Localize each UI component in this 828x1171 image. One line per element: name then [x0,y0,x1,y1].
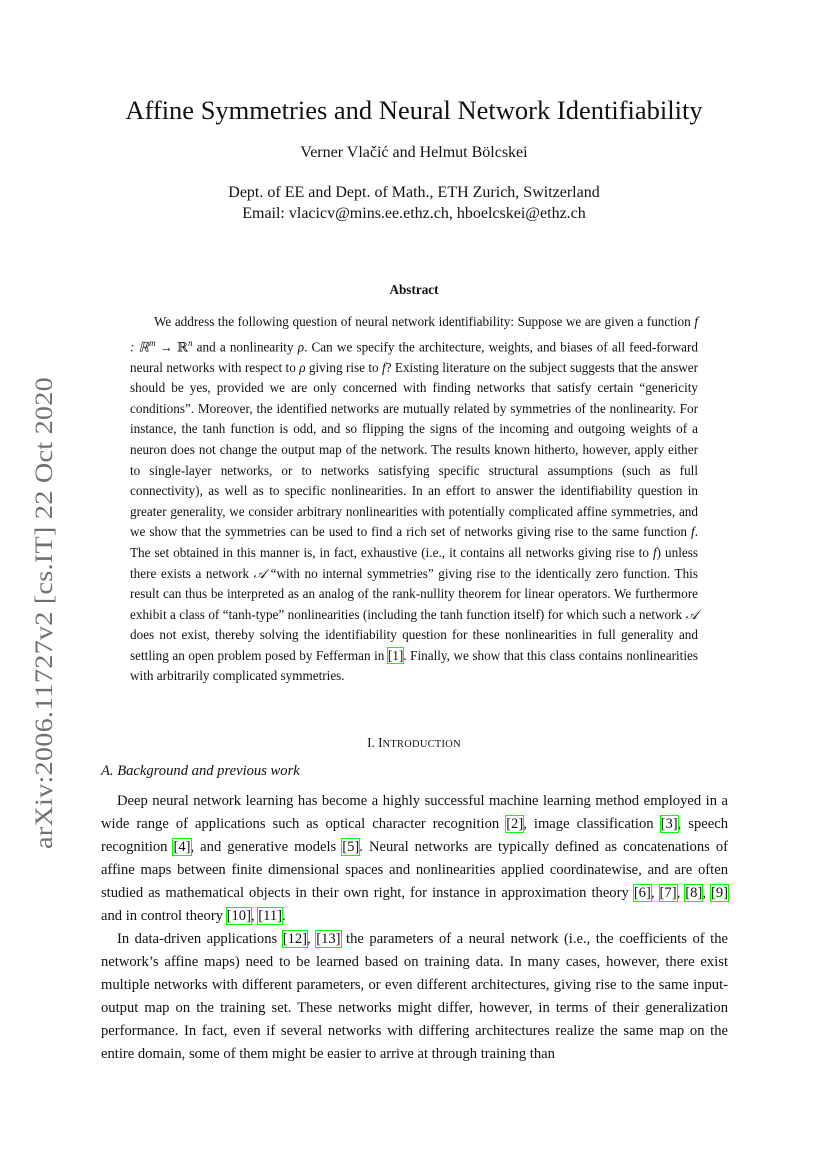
math-n: n [187,337,193,348]
math-f: f [652,544,657,560]
math-network-A: 𝒜 [253,565,267,581]
abstract-text: ) unless there exists a network [130,544,698,581]
math-rho: ρ [297,338,305,354]
citation-link[interactable]: [13] [316,931,341,947]
section-title-initial: I [378,735,383,750]
body-text: , [307,931,317,947]
citation-link[interactable]: [6] [633,885,651,902]
citation-link[interactable]: [11] [258,908,283,925]
body-text: , [676,885,686,902]
body-text: Deep neural network learning has become a highly successful machine learning method employed in a wide range of applications such as optical character recognition [101,793,728,833]
abstract-text: does not exist, thereby solving the identifiability question for these nonlinearities in full generality and settling an open problem posed by Fefferman in [130,627,698,663]
intro-paragraph [101,928,728,1067]
math-network-A: 𝒜 [685,606,699,622]
math-m: m [149,337,156,348]
citation-link[interactable]: [5] [342,839,360,856]
body-text: the parameters of a neural network (i.e., the coefficients of the network’s affine maps) need to be learned based on training data. In many cases, however, there exist multiple networks with different parameters, or even different architectures, giving rise to the same input-output map on the training set. These networks might differ, however, in terms of their generalization performance. In fact, even if several networks with differing architectures realize the same map on the entire domain, some of them might be easier to arrive at through training than [101,931,728,1063]
math-f: f [382,359,386,375]
body-text: , [650,885,660,902]
abstract-text: . The set obtained in this manner is, in fact, exhaustive (i.e., it contains all networks giving rise to [130,524,698,560]
math-f: f : ℝ [130,314,698,354]
citation-link[interactable]: [3] [660,816,678,833]
body-text: and in control theory [101,908,227,925]
abstract-text: -type” nonlinearities (including the [251,606,440,622]
body-text: . Neural networks are typically defined as concatenations of affine maps between finite dimensional spaces and nonlinearities applied coordinatewise, and are often studied as mathematical objects in their own right, for instance in approximation theory [101,839,728,902]
paper-title: Affine Symmetries and Neural Network Identifiability [125,95,703,125]
section-title-smallcaps: NTRODUCTION [382,739,461,750]
body-text: , [702,885,712,902]
abstract-text: giving rise to [305,359,383,375]
abstract-text: ? Existing literature on the subject suggests that the answer should be yes, provided we are only concerned with finding networks that satisfy certain “genericity conditions”. Moreover, the identified networks are mutually related by symmetries of the nonlinearity. For instance, the [130,359,698,437]
affiliation-block [60,182,768,224]
citation-link[interactable]: [9] [711,885,729,902]
math-arrow: → ℝ [155,338,188,354]
affiliation-line: Dept. of EE and Dept. of Math., ETH Zurich, Switzerland [228,184,600,201]
abstract-body [130,312,698,687]
abstract-heading: Abstract [389,282,439,297]
abstract-text: “with no internal symmetries” giving rise to the identically zero function. This result can thus be interpreted as an analog of the rank-nullity theorem for linear operators. We furthermore exhibit a class of “ [130,565,698,622]
math-rho: ρ [299,359,306,375]
body-text: , [250,908,259,925]
math-tanh: tanh [440,606,463,622]
body-text: . [282,908,286,925]
body-text: , and generative models [190,839,343,856]
author-list: Verner Vlačić and Helmut Bölcskei [300,144,528,161]
citation-link[interactable]: [12] [282,931,308,947]
arxiv-identifier-text: arXiv:2006.11727v2 [cs.IT] 22 Oct 2020 [29,423,58,849]
abstract-text: . Finally, we show that this class contains nonlinearities with arbitrarily complicated symmetries. [130,647,698,684]
body-text: , image classification [523,816,661,833]
abstract-text: function is odd, and so flipping the signs of the incoming and outgoing weights of a neuron does not change the output map of the network. The results known hitherto, however, apply either to single-layer networks, or to networks satisfying specific structural assumptions (such as full connectivity), as well as to specific nonlinearities. In an effort to answer the identifiability question in greater generality, we consider arbitrary nonlinearities with potentially complicated affine symmetries, and we show that the symmetries can be used to find a rich set of networks giving rise to the same function [130,421,699,540]
section-heading [60,735,768,751]
citation-link[interactable]: [1] [387,647,404,663]
abstract-text: We address the following question of neural network identifiability: Suppose we are given a function [154,314,695,329]
arxiv-identifier-stamp [22,377,62,849]
email-line: Email: vlacicv@mins.ee.ethz.ch, hboelcskei@ethz.ch [242,205,586,222]
abstract-text: function itself) for which such a network [462,606,686,622]
abstract-text: . Can we specify the architecture, weights, and biases of all feed-forward neural networks with respect to [130,338,698,375]
math-tanh: tanh [202,421,226,437]
section-numeral: I. [367,735,375,750]
math-f: f [691,524,695,540]
subsection-heading: A. Background and previous work [101,763,300,779]
citation-link[interactable]: [8] [685,885,703,902]
math-tanh: tanh [228,606,252,622]
citation-link[interactable]: [4] [173,839,191,856]
citation-link[interactable]: [10] [226,908,251,925]
intro-paragraph [101,790,728,929]
body-text: In data-driven applications [117,931,283,947]
citation-link[interactable]: [2] [506,816,524,833]
abstract-text: and a nonlinearity [192,338,298,354]
citation-link[interactable]: [7] [659,885,677,902]
body-text: , speech recognition [101,816,728,856]
